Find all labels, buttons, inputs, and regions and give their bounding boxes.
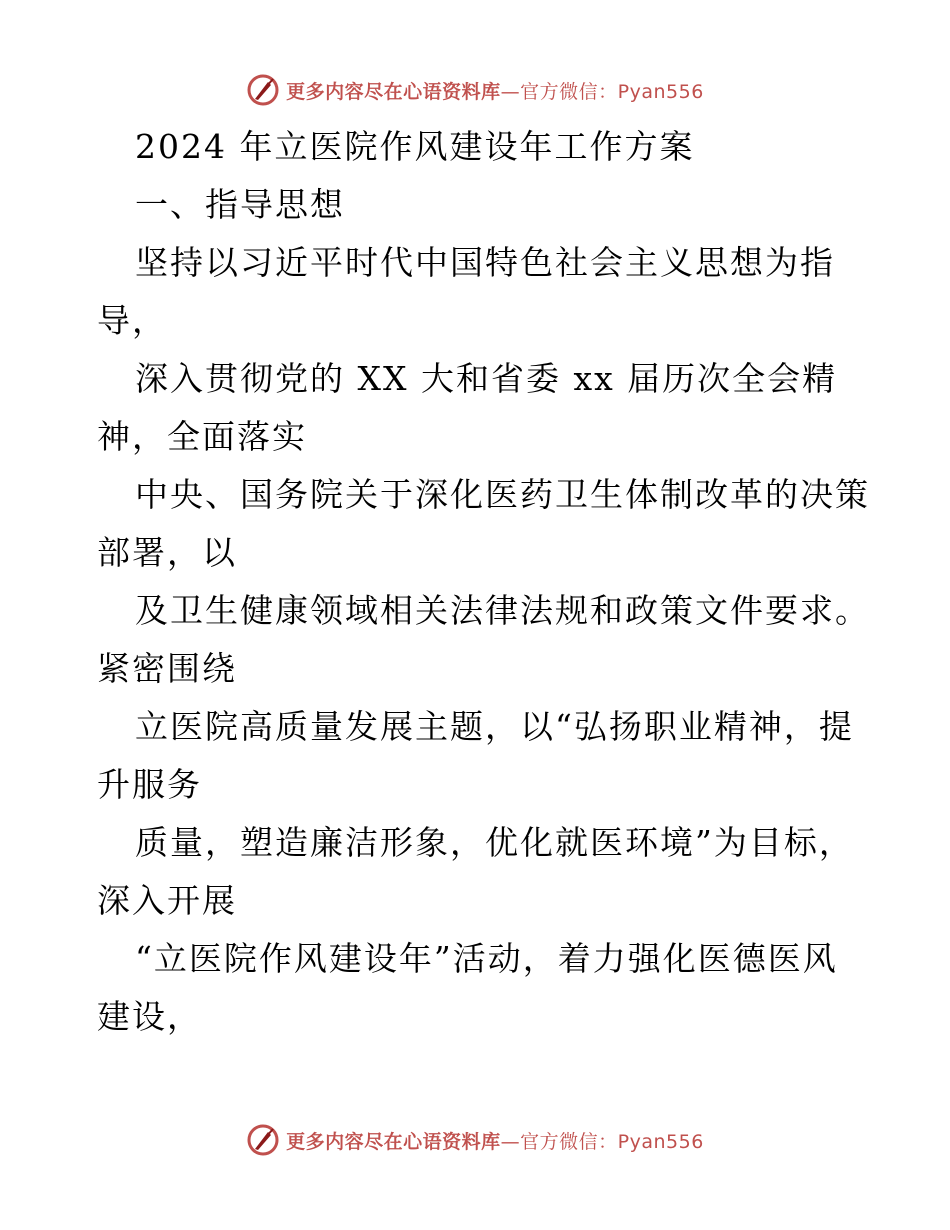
- text-line: 神，全面落实: [97, 417, 307, 456]
- text-line: 升服务: [97, 765, 202, 804]
- watermark-text: [286, 1127, 704, 1154]
- header-watermark: [0, 70, 950, 110]
- quill-logo-icon: [246, 73, 280, 107]
- doc-title: 2024 年立医院作风建设年工作方案: [135, 127, 695, 166]
- text-line: 立医院高质量发展主题，以“弘扬职业精神，提: [135, 707, 854, 746]
- footer-watermark: [0, 1120, 950, 1160]
- text-line: 导，: [97, 301, 167, 340]
- text-line: 部署，以: [97, 533, 237, 572]
- text-line: 及卫生健康领域相关法律法规和政策文件要求。: [135, 591, 870, 630]
- text-line: “立医院作风建设年”活动，着力强化医德医风: [135, 939, 838, 978]
- watermark-brand: 更多内容尽在心语资料库: [286, 80, 501, 103]
- quill-logo-icon: [246, 1123, 280, 1157]
- watermark-text: [286, 77, 704, 104]
- watermark-dash: —: [500, 80, 521, 103]
- text-line: 坚持以习近平时代中国特色社会主义思想为指: [135, 243, 835, 282]
- text-line: 深入开展: [97, 881, 237, 920]
- watermark-contact: 官方微信：Pyan556: [520, 1130, 704, 1153]
- section-heading: 一、指导思想: [135, 185, 345, 224]
- text-line: 紧密围绕: [97, 649, 237, 688]
- text-line: 深入贯彻党的 XX 大和省委 xx 届历次全会精: [135, 359, 838, 398]
- watermark-brand: 更多内容尽在心语资料库: [286, 1130, 501, 1153]
- text-line: 建设，: [97, 997, 202, 1036]
- text-line: 中央、国务院关于深化医药卫生体制改革的决策: [135, 475, 870, 514]
- watermark-dash: —: [500, 1130, 521, 1153]
- text-line: 质量，塑造廉洁形象，优化就医环境”为目标，: [135, 823, 854, 862]
- document-body: [97, 118, 870, 1046]
- watermark-contact: 官方微信：Pyan556: [520, 80, 704, 103]
